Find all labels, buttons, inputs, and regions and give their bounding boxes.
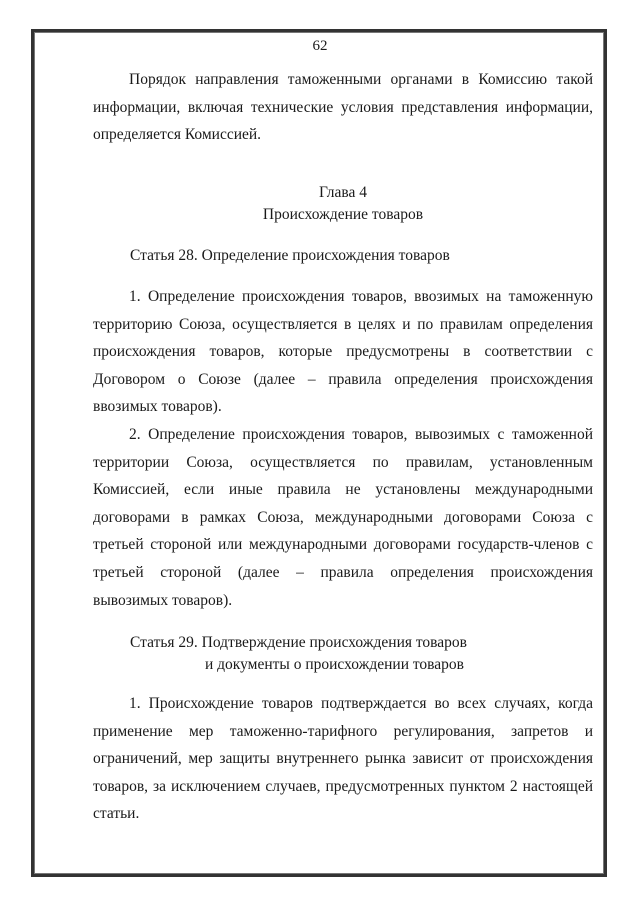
article-29-title-line-1: Статья 29. Подтверждение происхождения товаров (130, 634, 467, 651)
article-29-paragraph-1: 1. Происхождение товаров подтверждается во всех случаях, когда применение мер таможенно-тарифного регулирования, запретов и ограничений, мер защиты внутреннего рынка зависит от происхождения товаров, за исключением случаев, предусмотренных пунктом 2 настоящей статьи. (93, 695, 593, 823)
article-29-title-line-2: и документы о происхождении товаров (205, 656, 464, 673)
chapter-title: Происхождение товаров (262, 206, 424, 223)
article-28-paragraph-2: 2. Определение происхождения товаров, вывозимых с таможенной территории Союза, осуществляется по правилам, установленным Комиссией, если иные правила не установлены международными договорами в рамках Союза, международными договорами Союза с третьей стороной или международными договорами государств-членов с третьей стороной (далее – правила определения происхождения вывозимых товаров). (93, 426, 593, 609)
intro-paragraph: Порядок направления таможенными органами в Комиссию такой информации, включая технические условия представления информации, определяется Комиссией. (93, 71, 593, 144)
page-number: 62 (312, 38, 328, 54)
chapter-label: Глава 4 (318, 184, 368, 201)
article-28-paragraph-1: 1. Определение происхождения товаров, ввозимых на таможенную территорию Союза, осуществляется в целях и по правилам определения происхождения товаров, которые предусмотрены в соответствии с Договором о Союзе (далее – правила определения происхождения ввозимых товаров). (93, 288, 593, 416)
article-28-title: Статья 28. Определение происхождения товаров (130, 247, 450, 264)
